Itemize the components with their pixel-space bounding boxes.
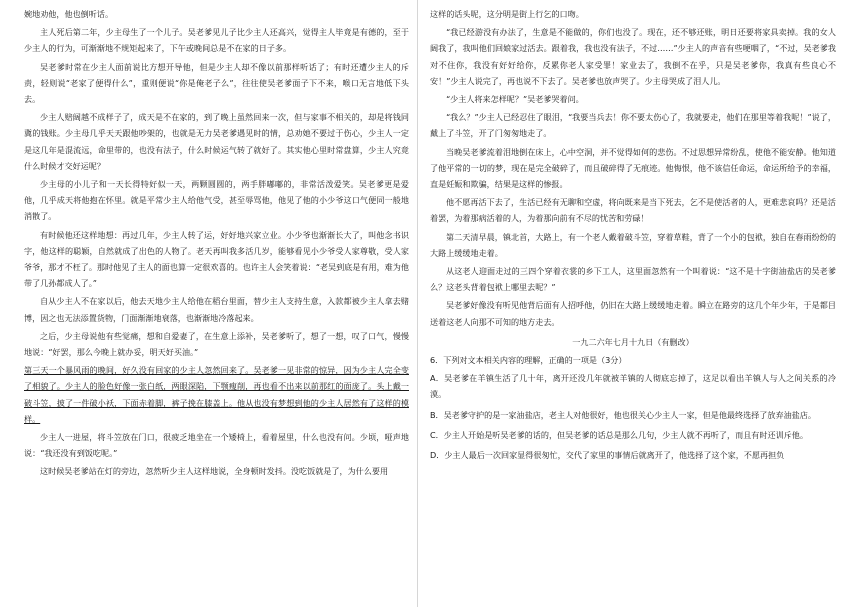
paragraph: 当晚吴老爹流着泪地倒在床上，心中空洞，并不觉得如何的悲伤。不过思想异常纷乱，使他不能安静。他知道了他平常的一切的梦，现在是完全破碎了，而且破碎得了无痕迹。他悔恨，他不该信任命运，命运所给予的幸福，直是妊娠和欺骗，结果是这样的惨报。 <box>430 146 836 190</box>
paragraph: 婉地劝他，他也倒听话。 <box>24 9 114 19</box>
column-divider <box>417 0 418 607</box>
option-b: B．吴老爹守护的是一家油盐店，老主人对他很好，他也很关心少主人一家，但是他最终选择了放弃油盐店。 <box>430 409 816 420</box>
option-a: A．吴老爹在羊镇生活了几十年，离开还没几年就被羊镇的人彻底忘掉了，这足以看出羊镇人与人之间关系的冷漠。 <box>430 373 836 400</box>
paragraph: “我么？”少主人已经忍住了眼泪，“我要当兵去！你不要太伤心了，我就要走，他们在那里等着我呢！”说了，戴上了斗笠，开了门匆匆地走了。 <box>430 112 836 139</box>
option-c: C．少主人开始是听吴老爹的话的，但吴老爹的话总是那么几句，少主人就不再听了，而且有时还训斥他。 <box>430 429 808 440</box>
paragraph: 这时候吴老爹站在灯的旁边，忽然听少主人这样地说，全身顿时发抖。没吃饭就是了，为什么要用 <box>40 466 389 477</box>
paragraph: 从这老人迎面走过的三四个穿着衣裳的乡下工人，这里面忽然有一个叫着说：“这不是十字街油盐店的吴老爹么？这老头背着包袱上哪里去呢？” <box>430 266 836 293</box>
paragraph: 吴老爹好像没有听见他背后面有人招呼他，仍旧在大路上缓缓地走着。瞬立在路旁的这几个年少年，于是都目送着这老人向那不可知的地方走去。 <box>430 300 836 327</box>
paragraph: 自从少主人不在家以后，他去天地少主人给他在稻台里面，替少主人支持生意，入款都被少主人拿去赌博，因之也无法添置货物，门面渐渐地衰落，也渐渐地冷落起来。 <box>24 296 409 323</box>
paragraph: 第三天一个暴风雨的晚间，好久没有回家的少主人忽然回来了。吴老爹一见非常的惊异，因为少主人完全变了相貌了。少主人的脸色好像一张白纸，两眼深陷，下颚瘦削，再也看不出来以前那红的面庞了。头上戴一破斗笠，披了一件破小袄，下面赤着脚，裤子挽在膝盖上。他从也没有梦想到他的少主人居然有了这样的模样。 <box>24 365 409 424</box>
paragraph: 他不愿再活下去了，生活已经有无聊和空虚，将向既来是当下死去，乞不是使活者的人，更难悲哀吗？还是活着罢，为着那病活着的人，为着那向前有不尽的忧苦和劳碌！ <box>430 197 836 224</box>
right-paragraphs <box>430 6 836 330</box>
paragraph: “少主人将来怎样呢？”吴老爹哭着问。 <box>446 94 584 105</box>
paragraph: 吴老爹时常在少主人面前说比方想开导他，但是少主人却不像以前那样听话了；有时还遭少主人的斥责，轻则说“老家了便得什么”，重则便说“你是俺老子么”，往往使吴老爹面子下不来，喉口无言地低下头去。 <box>24 61 409 105</box>
paragraph: 这样的话头呢，这分明是街上行乞的口吻。 <box>430 9 584 19</box>
paragraph: “我已经游没有办法了，生意是不能做的，你们也没了。现在，还不够还账，明日还要将家具卖掉。我的女人阔我了，我叫他们回娘家过活去。跟着我，我也没有法子，不过……”少主人的声音有些哽咽了，“不过，吴老爹我对不住你，我没有好好给你，反累你老人家受罪！家业去了，我倒不在乎，只是吴老爹你，我真有些良心不安！”少主人说完了，再也说不下去了。吴老爹也放声哭了。少主母哭成了泪人儿。 <box>430 27 836 86</box>
paragraph: 之后，少主母说他有些觉痛，想和自爱妻了，在生意上添补，吴老爹听了，想了一想，叹了口气，慢慢地说：“好罢，那么今晚上就办妥，明天好买油。” <box>24 330 409 358</box>
article-date: 一九二六年七月十九日（有删改） <box>572 336 694 347</box>
paragraph: 少主人一进屋，将斗笠放在门口，很疲乏地坐在一个矮椅上，看着屋里，什么也没有问。少顷，哑声地说：“我还没有到饭吃呢。” <box>24 432 409 459</box>
left-column <box>24 6 409 482</box>
option-d: D．少主人最后一次回家显得很匆忙，交代了家里的事情后就离开了，他选择了这个家，不愿再担负 <box>430 450 785 461</box>
question-stem: 6．下列对文本相关内容的理解，正确的一项是（3分） <box>430 355 627 366</box>
paragraph: 少主母的小儿子和一天长得特好似一天，两颗圆圆的，两手胖嘟嘟的，非常活泼爱笑。吴老爹更是爱他，几乎成天将他抱在怀里。就是平常少主人给他气受，甚至辱骂他，他见了他的小少爷这口气便同一般地消散了。 <box>24 179 409 222</box>
paragraph: 主人死后第二年，少主母生了一个儿子。吴老爹见儿子比少主人还高兴，觉得主人毕竟是有德的，至于少主人的行为，可渐渐地不规矩起来了，下午或晚间总是不在家的日子多。 <box>24 27 409 54</box>
right-column <box>430 6 836 467</box>
paragraph: 第二天清早晨，镇北首，大路上，有一个老人戴着破斗笠，穿着草鞋，背了一个小的包袱，独自在春雨纷纷的大路上缓缓地走着。 <box>430 231 836 258</box>
paragraph: 有时候他还这样地想：再过几年，少主人转了运，好好地兴家立业。小少爷也渐渐长大了，叫他念书识字，他这样的聪颖，自然就成了出色的人物了。老天再叫我多活几岁，能够看见小少爷受人家尊敬，受人家爷爷，那才不枉了。那时他见了主人的面也算一定很欢喜的。也许主人会笑着说：“老吴到底是有用，难为他带了几孙都成人了。” <box>24 229 409 289</box>
paragraph: 少主人赔阔越不成样子了，成天是不在家的，到了晚上虽然回来一次，但与家事不相关的，却是将钱同冀的钱账。少主母几乎天天跟他吵架的，也就是无力吴老爹遇见时的情，总劝她不要过于伤心，少主人一定是这几年是混流远，命里带的，也没有法子，什么时候运气转了就好了。其实他心里时常盘算，少主人究竟什么时候才交好运呢？ <box>24 112 409 171</box>
